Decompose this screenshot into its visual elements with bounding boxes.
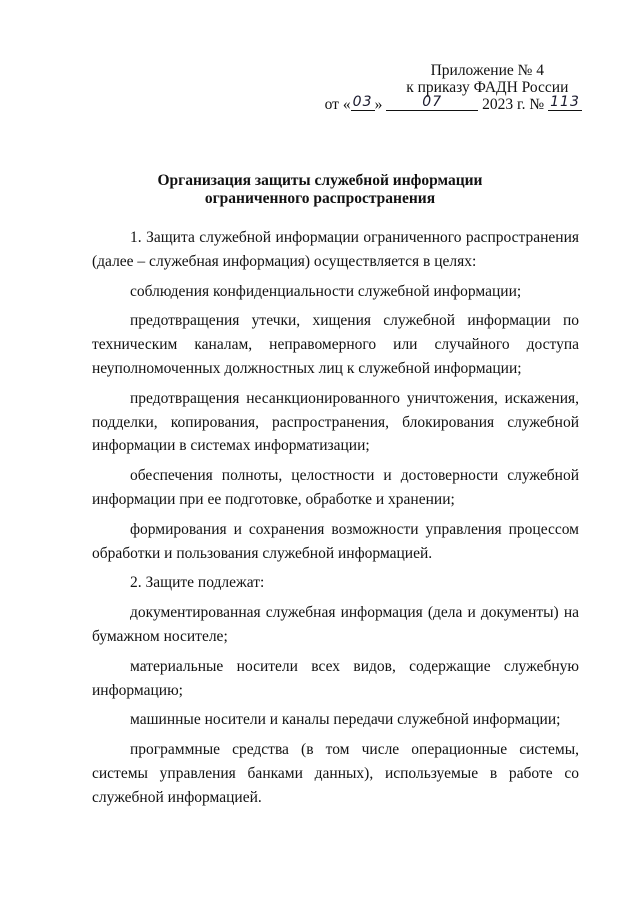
document-body — [92, 226, 579, 810]
paragraph-4: предотвращения несанкционированного уничтожения, искажения, подделки, копирования, распространения, блокирования служебной информации в системах информатизации; — [92, 389, 579, 455]
date-quote-close: » — [374, 96, 383, 113]
appendix-number: Приложение № 4 — [430, 62, 545, 79]
paragraph-6: формирования и сохранения возможности управления процессом обработки и пользования служебной информацией. — [92, 520, 579, 562]
paragraph-1: 1. Защита служебной информации ограниченного распространения (далее – служебная информация) осуществляется в целях: — [92, 229, 579, 270]
paragraph-10: машинные носители и каналы передачи служебной информации; — [130, 711, 561, 729]
order-date-line — [325, 96, 582, 113]
paragraph-7: 2. Защите подлежат: — [130, 574, 265, 592]
title-line-2: ограниченного распространения — [204, 190, 436, 207]
date-prefix: от « — [324, 96, 351, 113]
paragraph-3: предотвращения утечки, хищения служебной информации по техническим каналам, неправомерного или случайного доступа неуполномоченных должностных лиц к служебной информации; — [92, 312, 579, 377]
day-field — [351, 96, 375, 111]
paragraph-11: программные средства (в том числе операционные системы, системы управления банками данных), используемые в работе со служебной информацией. — [92, 741, 579, 806]
handwritten-day: 03 — [352, 94, 373, 110]
title-line-1: Организация защиты служебной информации — [157, 172, 483, 189]
order-reference: к приказу ФАДН России — [406, 79, 569, 96]
appendix-header — [324, 62, 582, 113]
document-title — [0, 172, 640, 208]
paragraph-5: обеспечения полноты, целостности и достоверности служебной информации при ее подготовке, обработке и хранении; — [92, 467, 579, 508]
handwritten-order-number: 113 — [550, 94, 580, 110]
paragraph-2: соблюдения конфиденциальности служебной информации; — [130, 282, 522, 300]
paragraph-9: материальные носители всех видов, содержащие служебную информацию; — [92, 657, 579, 699]
paragraph-8: документированная служебная информация (дела и документы) на бумажном носителе; — [92, 604, 579, 645]
order-number-field — [548, 96, 582, 111]
month-field — [386, 96, 478, 111]
year-and-number-label: 2023 г. № — [482, 96, 545, 113]
handwritten-month: 07 — [422, 94, 443, 110]
